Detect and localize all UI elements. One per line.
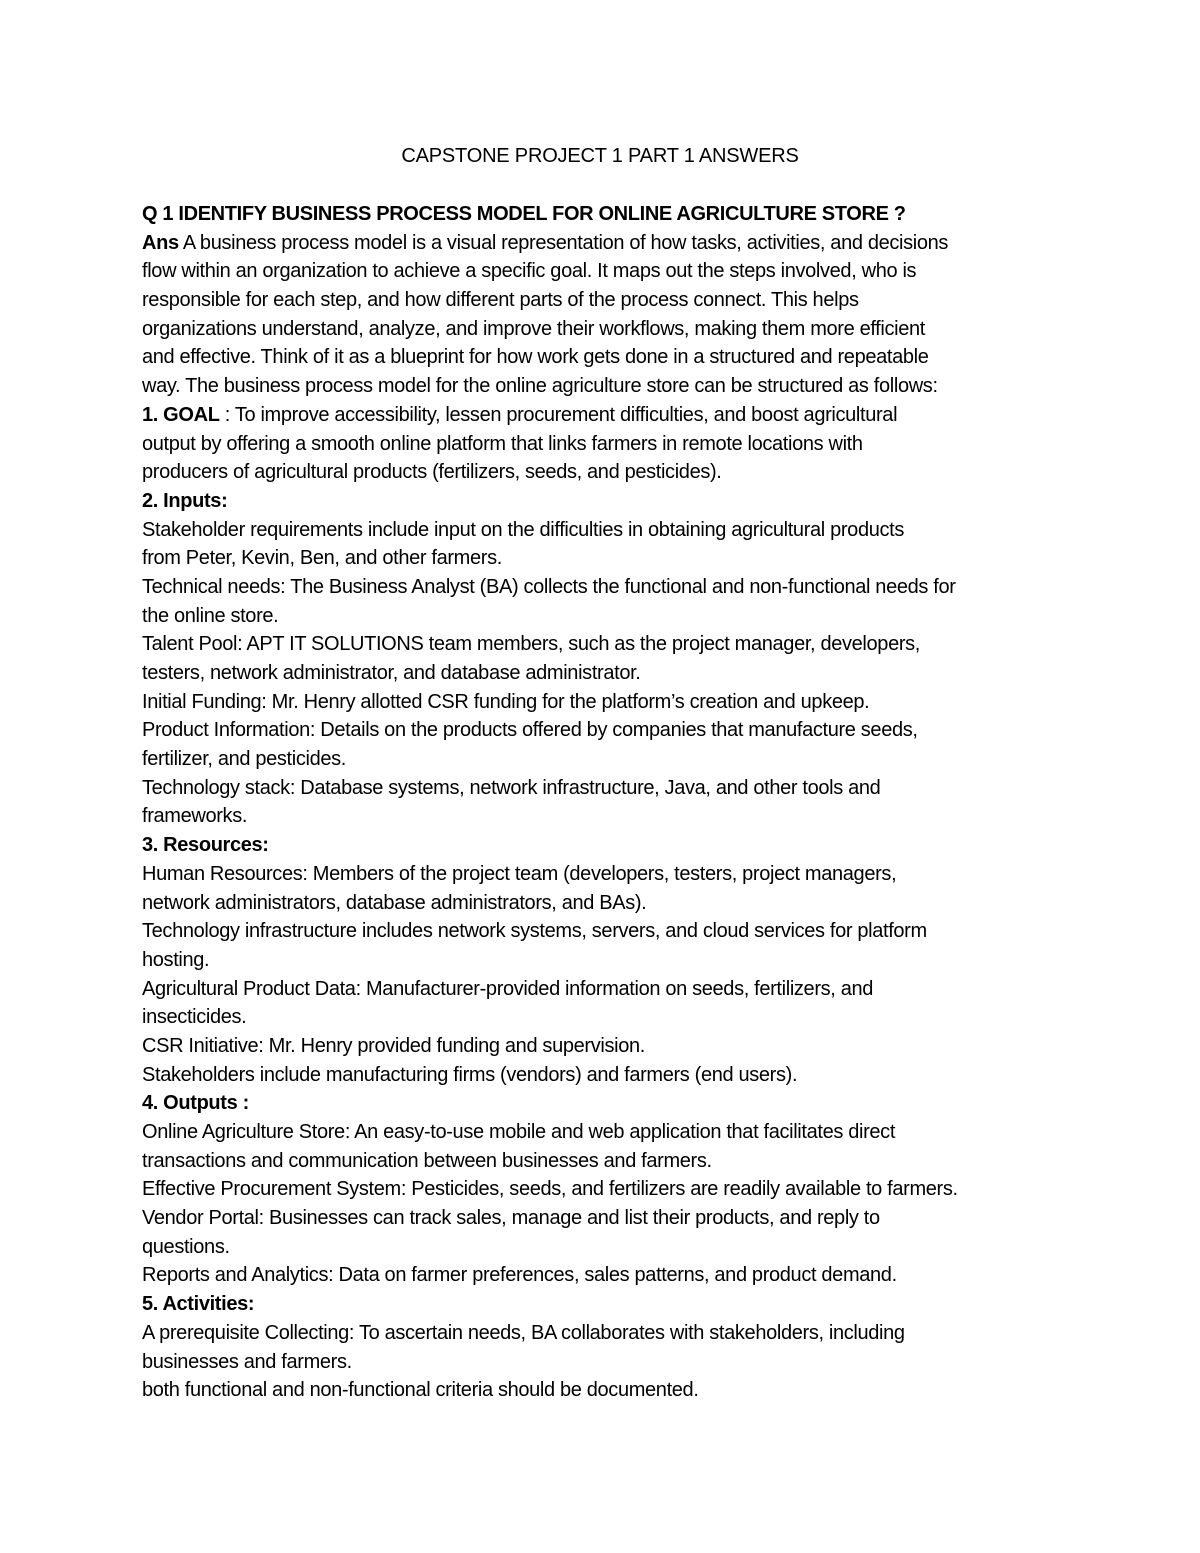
line-text: Stakeholder requirements include input on the difficulties in obtaining agricultural products bbox=[142, 518, 905, 541]
text-line bbox=[142, 401, 1067, 430]
text-line bbox=[142, 573, 1067, 602]
text-line bbox=[142, 1204, 1067, 1233]
text-line bbox=[142, 659, 1067, 688]
text-line bbox=[142, 487, 1067, 516]
text-line bbox=[142, 315, 1067, 344]
text-line bbox=[142, 688, 1067, 717]
line-text: A prerequisite Collecting: To ascertain needs, BA collaborates with stakeholders, including bbox=[142, 1321, 905, 1344]
line-text: transactions and communication between businesses and farmers. bbox=[142, 1149, 712, 1172]
bold-label: 5. Activities: bbox=[142, 1293, 255, 1316]
text-line bbox=[142, 372, 1067, 401]
text-line bbox=[142, 286, 1067, 315]
text-line bbox=[142, 745, 1067, 774]
text-line bbox=[142, 831, 1067, 860]
line-text: responsible for each step, and how different parts of the process connect. This helps bbox=[142, 289, 859, 312]
line-text: A business process model is a visual representation of how tasks, activities, and decisions bbox=[178, 231, 949, 254]
bold-label: 2. Inputs: bbox=[142, 489, 228, 512]
line-text: flow within an organization to achieve a specific goal. It maps out the steps involved, who is bbox=[142, 260, 917, 283]
line-text: insecticides. bbox=[142, 1006, 247, 1029]
text-line bbox=[142, 802, 1067, 831]
text-line bbox=[142, 860, 1067, 889]
text-line bbox=[142, 458, 1067, 487]
text-line bbox=[142, 1032, 1067, 1061]
line-text: Technology stack: Database systems, network infrastructure, Java, and other tools and bbox=[142, 776, 881, 799]
line-text: businesses and farmers. bbox=[142, 1350, 352, 1373]
line-text: output by offering a smooth online platform that links farmers in remote locations with bbox=[142, 432, 863, 455]
line-text: and effective. Think of it as a blueprint for how work gets done in a structured and repeatable bbox=[142, 346, 929, 369]
line-text: Agricultural Product Data: Manufacturer-provided information on seeds, fertilizers, and bbox=[142, 977, 874, 1000]
text-line bbox=[142, 917, 1067, 946]
text-line bbox=[142, 1089, 1067, 1118]
text-line bbox=[142, 889, 1067, 918]
line-text: organizations understand, analyze, and improve their workflows, making them more efficient bbox=[142, 317, 925, 340]
text-line bbox=[142, 1233, 1067, 1262]
text-line bbox=[142, 1319, 1067, 1348]
line-text: network administrators, database administrators, and BAs). bbox=[142, 891, 647, 914]
text-line bbox=[142, 1118, 1067, 1147]
text-line bbox=[142, 343, 1067, 372]
bold-label: 1. GOAL bbox=[142, 403, 220, 426]
line-text: questions. bbox=[142, 1235, 230, 1258]
text-line bbox=[142, 602, 1067, 631]
text-line bbox=[142, 544, 1067, 573]
line-text: Technology infrastructure includes network systems, servers, and cloud services for platform bbox=[142, 920, 927, 943]
document-body bbox=[142, 200, 1067, 1405]
text-line bbox=[142, 430, 1067, 459]
line-text: both functional and non-functional criteria should be documented. bbox=[142, 1379, 699, 1402]
line-text: Vendor Portal: Businesses can track sales, manage and list their products, and reply to bbox=[142, 1207, 880, 1230]
line-text: CSR Initiative: Mr. Henry provided funding and supervision. bbox=[142, 1034, 645, 1057]
bold-label: Ans bbox=[142, 231, 179, 254]
text-line bbox=[142, 630, 1067, 659]
text-line bbox=[142, 200, 1067, 229]
line-text: Technical needs: The Business Analyst (BA) collects the functional and non-functional needs for bbox=[142, 575, 956, 598]
line-text: Effective Procurement System: Pesticides, seeds, and fertilizers are readily available to farmers. bbox=[142, 1178, 958, 1201]
text-line bbox=[142, 716, 1067, 745]
line-text: : To improve accessibility, lessen procurement difficulties, and boost agricultural bbox=[219, 403, 898, 426]
bold-label: Q 1 IDENTIFY BUSINESS PROCESS MODEL FOR ONLINE AGRICULTURE STORE ? bbox=[142, 203, 906, 225]
line-text: testers, network administrator, and database administrator. bbox=[142, 662, 641, 684]
line-text: Online Agriculture Store: An easy-to-use mobile and web application that facilitates direct bbox=[142, 1121, 896, 1143]
line-text: fertilizer, and pesticides. bbox=[142, 748, 346, 771]
line-text: hosting. bbox=[142, 948, 210, 971]
text-line bbox=[142, 946, 1067, 975]
text-line bbox=[142, 1376, 1067, 1405]
bold-label: 4. Outputs : bbox=[142, 1092, 249, 1115]
line-text: Stakeholders include manufacturing firms (vendors) and farmers (end users). bbox=[142, 1063, 798, 1086]
text-line bbox=[142, 1175, 1067, 1204]
text-line bbox=[142, 229, 1067, 258]
text-line bbox=[142, 1348, 1067, 1377]
text-line bbox=[142, 257, 1067, 286]
document-title: CAPSTONE PROJECT 1 PART 1 ANSWERS bbox=[401, 145, 799, 167]
line-text: Product Information: Details on the products offered by companies that manufacture seeds, bbox=[142, 719, 918, 742]
bold-label: 3. Resources: bbox=[142, 834, 269, 857]
line-text: Initial Funding: Mr. Henry allotted CSR funding for the platform’s creation and upkeep. bbox=[142, 690, 870, 713]
text-line bbox=[142, 516, 1067, 545]
line-text: producers of agricultural products (fertilizers, seeds, and pesticides). bbox=[142, 461, 722, 484]
text-line bbox=[142, 1003, 1067, 1032]
text-line bbox=[142, 975, 1067, 1004]
text-line bbox=[142, 1290, 1067, 1319]
line-text: Talent Pool: APT IT SOLUTIONS team members, such as the project manager, developers, bbox=[142, 633, 921, 656]
line-text: Human Resources: Members of the project team (developers, testers, project managers, bbox=[142, 862, 897, 885]
line-text: from Peter, Kevin, Ben, and other farmers. bbox=[142, 547, 502, 570]
text-line bbox=[142, 1061, 1067, 1090]
text-line bbox=[142, 1261, 1067, 1290]
line-text: way. The business process model for the online agriculture store can be structured as follows: bbox=[142, 375, 938, 398]
line-text: the online store. bbox=[142, 604, 279, 627]
text-line bbox=[142, 1147, 1067, 1176]
text-line bbox=[142, 774, 1067, 803]
line-text: frameworks. bbox=[142, 805, 248, 828]
line-text: Reports and Analytics: Data on farmer preferences, sales patterns, and product demand. bbox=[142, 1264, 897, 1287]
